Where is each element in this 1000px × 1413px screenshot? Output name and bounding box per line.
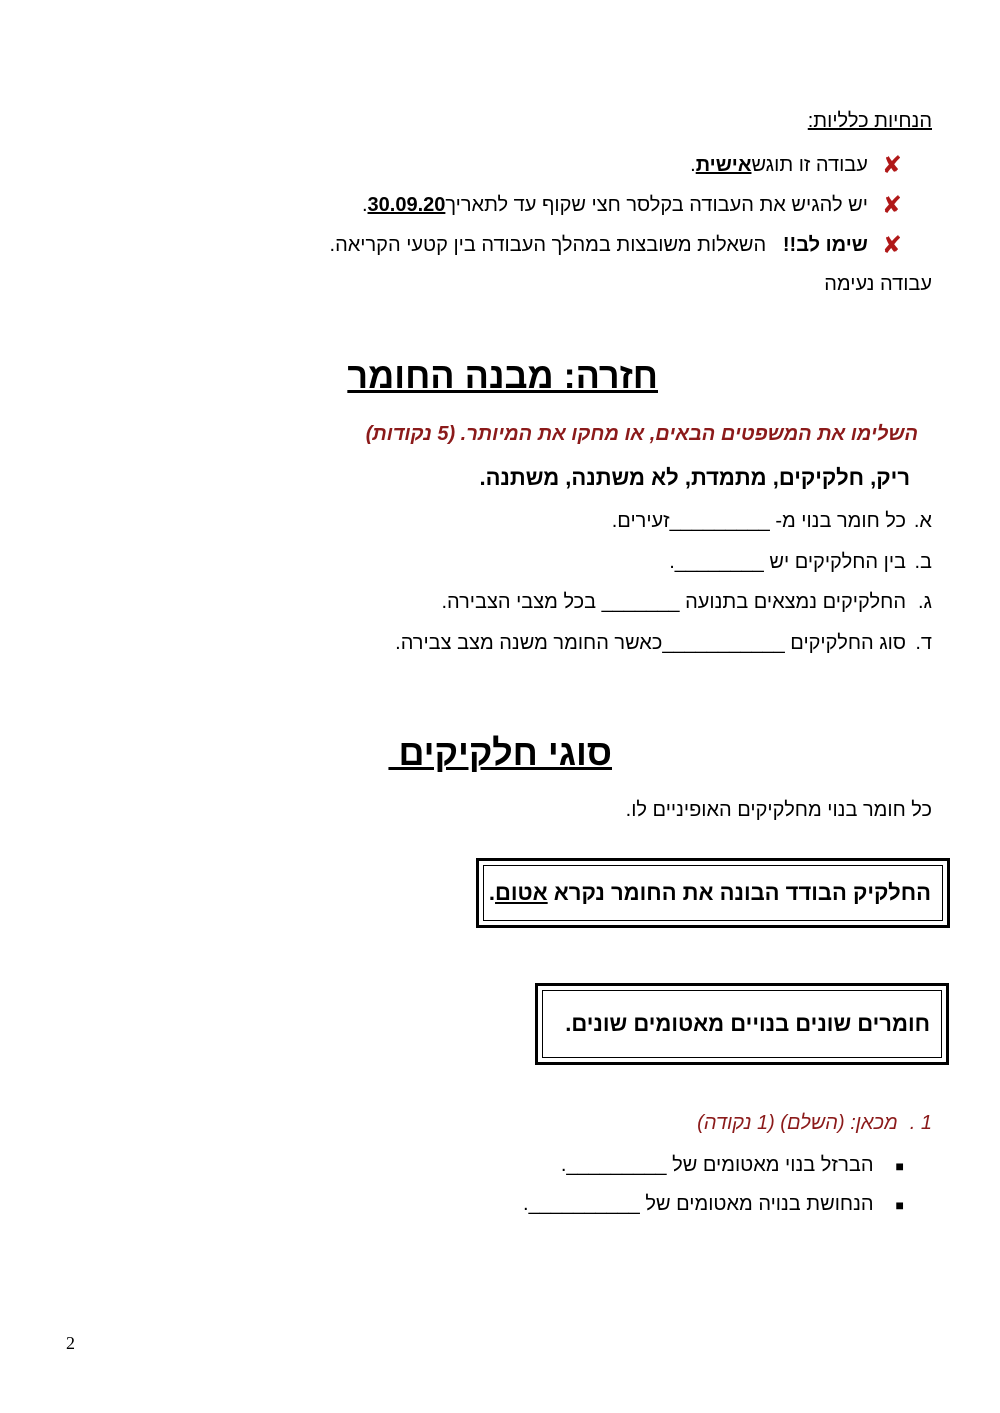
guideline-item-3	[330, 231, 902, 259]
list-item	[561, 1154, 904, 1177]
question-letter: א.	[913, 510, 932, 532]
section1-heading: חזרה: מבנה החומר	[347, 355, 658, 396]
definition-atom-term: אטום	[495, 880, 548, 905]
definition-box-atom	[476, 858, 950, 928]
section2-intro: כל חומר בנוי מחלקיקים האופיניים לו.	[625, 799, 932, 821]
guidelines-note: עבודה נעימה	[824, 273, 932, 295]
question-text: בין החלקיקים יש ________.	[669, 551, 906, 573]
question-b	[669, 551, 932, 574]
word-bank: ריק, חלקיקים, מתמדת, לא משתנה, משתנה.	[479, 465, 910, 490]
guideline-2-pre: יש להגיש את העבודה בקלסר חצי שקוף עד לתאריך	[445, 193, 868, 216]
definition-atom-post: .	[488, 880, 496, 905]
guideline-3-bold: שימו לב!!	[782, 233, 868, 256]
guideline-1-bold: אישית	[695, 153, 752, 176]
guideline-3-post: השאלות משובצות במהלך העבודה בין קטעי הקריאה.	[329, 233, 783, 256]
bullet-icon: ■	[895, 1196, 904, 1213]
guidelines-title: הנחיות כלליות:	[807, 110, 932, 132]
question-text: כל חומר בנוי מ- _________זעירים.	[611, 510, 906, 532]
definition-box-elements	[535, 983, 949, 1065]
page-number: 2	[66, 1333, 75, 1353]
guideline-1-pre: עבודה זו תוגש	[751, 153, 868, 176]
question-c	[441, 591, 932, 614]
question-d	[395, 632, 932, 655]
list-item-text: הנחושת בנויה מאטומים של __________.	[523, 1193, 874, 1215]
list-item-text: הברזל בנוי מאטומים של _________.	[560, 1154, 874, 1176]
question-text: החלקיקים נמצאים בתנועה _______ בכל מצבי הצבירה.	[441, 591, 906, 613]
question-letter: ד.	[915, 632, 932, 654]
question-1	[697, 1112, 932, 1135]
red-x-icon: ✘	[881, 231, 902, 259]
bullet-icon: ■	[895, 1157, 904, 1174]
guideline-item-1	[690, 151, 902, 179]
section2-heading: סוגי חלקיקים	[388, 732, 612, 773]
definition-atom-pre: החלקיק הבודד הבונה את החומר נקרא	[547, 880, 931, 905]
definition-atom-text	[489, 880, 931, 906]
question-letter: ב.	[914, 551, 932, 573]
guideline-1-post: .	[690, 153, 696, 176]
question-letter: ג.	[917, 591, 932, 613]
red-x-icon: ✘	[881, 151, 902, 179]
question-a	[612, 510, 932, 533]
question-prompt: מכאן: (השלם) (1 נקודה)	[697, 1112, 898, 1134]
red-x-icon: ✘	[881, 191, 902, 219]
question-number: 1 .	[909, 1112, 932, 1134]
definition-elements-text: חומרים שונים בנויים מאטומים שונים.	[565, 1011, 930, 1036]
list-item	[523, 1193, 904, 1216]
question-text: סוג החלקיקים ___________כאשר החומר משנה מצב צבירה.	[395, 632, 906, 654]
section1-instruction: השלימו את המשפטים הבאים, או מחקו את המיותר. (5 נקודות)	[365, 423, 918, 445]
guideline-item-2	[362, 191, 902, 219]
guideline-2-post: .	[361, 193, 368, 216]
guideline-2-bold: 30.09.20	[367, 193, 446, 216]
